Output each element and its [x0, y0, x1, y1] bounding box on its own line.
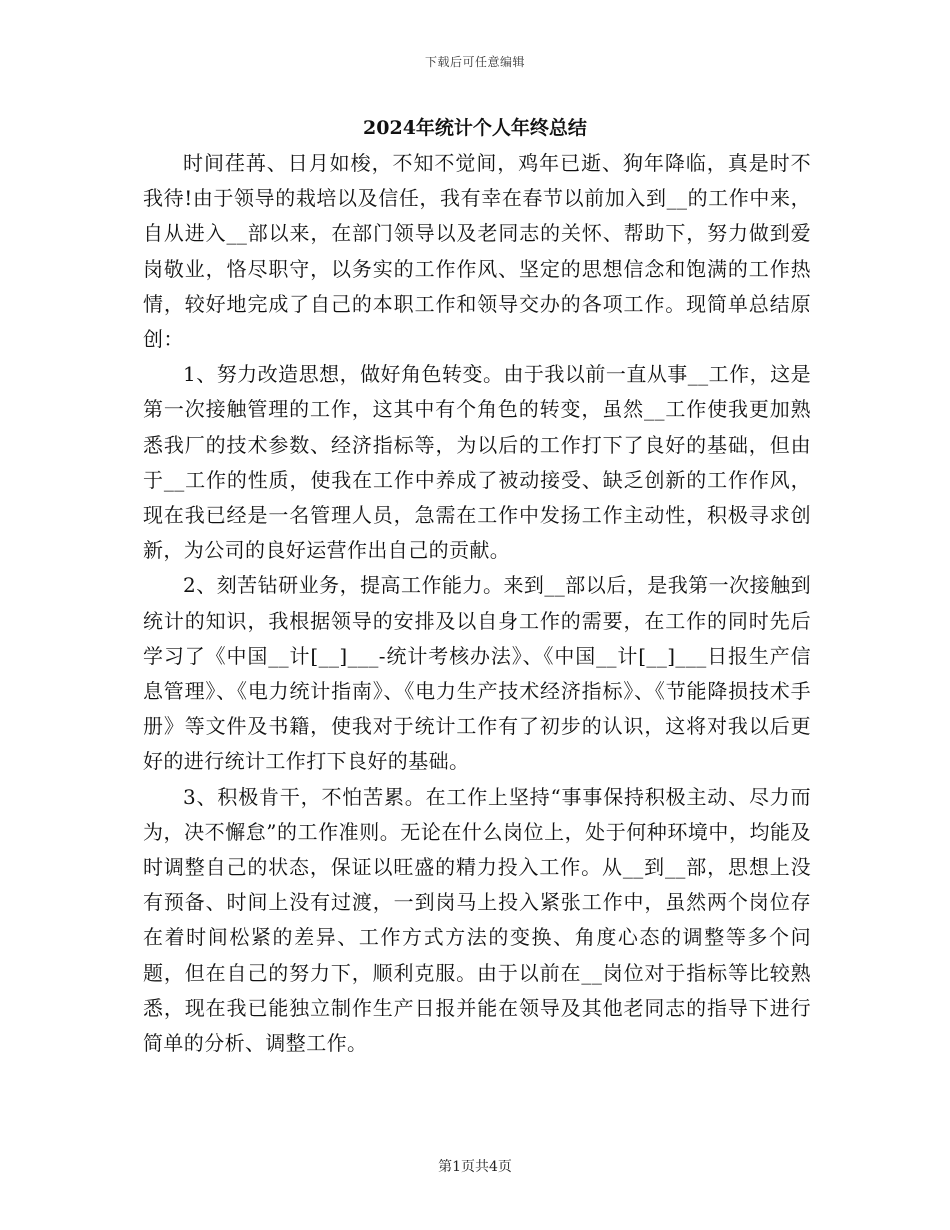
header-note: 下载后可任意编辑 [424, 55, 525, 69]
page-number: 第1页共4页 [438, 1159, 512, 1175]
paragraph-point-1: 1、努力改造思想，做好角色转变。由于我以前一直从事__工作，这是第一次接触管理的工作，这其中有个角色的转变，虽然__工作使我更加熟悉我厂的技术参数、经济指标等，为以后的工作打下了良好的基础，但由于__工作的性质，使我在工作中养成了被动接受、缺乏创新的工作作风，现在我已经是一名管理人员，急需在工作中发扬工作主动性，积极寻求创新，为公司的良好运营作出自己的贡献。 [143, 362, 811, 563]
document-body [143, 146, 811, 1061]
paragraph-point-3: 3、积极肯干，不怕苦累。在工作上坚持“事事保持积极主动、尽力而为，决不懈怠”的工作准则。无论在什么岗位上，处于何种环境中，均能及时调整自己的状态，保证以旺盛的精力投入工作。从__到__部，思想上没有预备、时间上没有过渡，一到岗马上投入紧张工作中，虽然两个岗位存在着时间松紧的差异、工作方式方法的变换、角度心态的调整等多个问题，但在自己的努力下，顺利克服。由于以前在__岗位对于指标等比较熟悉，现在我已能独立制作生产日报并能在领导及其他老同志的指导下进行简单的分析、调整工作。 [143, 784, 811, 1056]
paragraph-point-2: 2、刻苦钻研业务，提高工作能力。来到__部以后，是我第一次接触到统计的知识，我根据领导的安排及以自身工作的需要，在工作的同时先后学习了《中国__计[__]___-统计考核办法》、《中国__计[__]___日报生产信息管理》、《电力统计指南》、《电力生产技术经济指标》、《节能降损技术手册》等文件及书籍，使我对于统计工作有了初步的认识，这将对我以后更好的进行统计工作打下良好的基础。 [143, 573, 811, 774]
paragraph-intro: 时间荏苒、日月如梭，不知不觉间，鸡年已逝、狗年降临，真是时不我待!由于领导的栽培以及信任，我有幸在春节以前加入到__的工作中来，自从进入__部以来，在部门领导以及老同志的关怀、帮助下，努力做到爱岗敬业，恪尽职守，以务实的工作作风、坚定的思想信念和饱满的工作热情，较好地完成了自己的本职工作和领导交办的各项工作。现简单总结原创： [143, 151, 811, 352]
document-title: 2024年统计个人年终总结 [363, 117, 587, 139]
